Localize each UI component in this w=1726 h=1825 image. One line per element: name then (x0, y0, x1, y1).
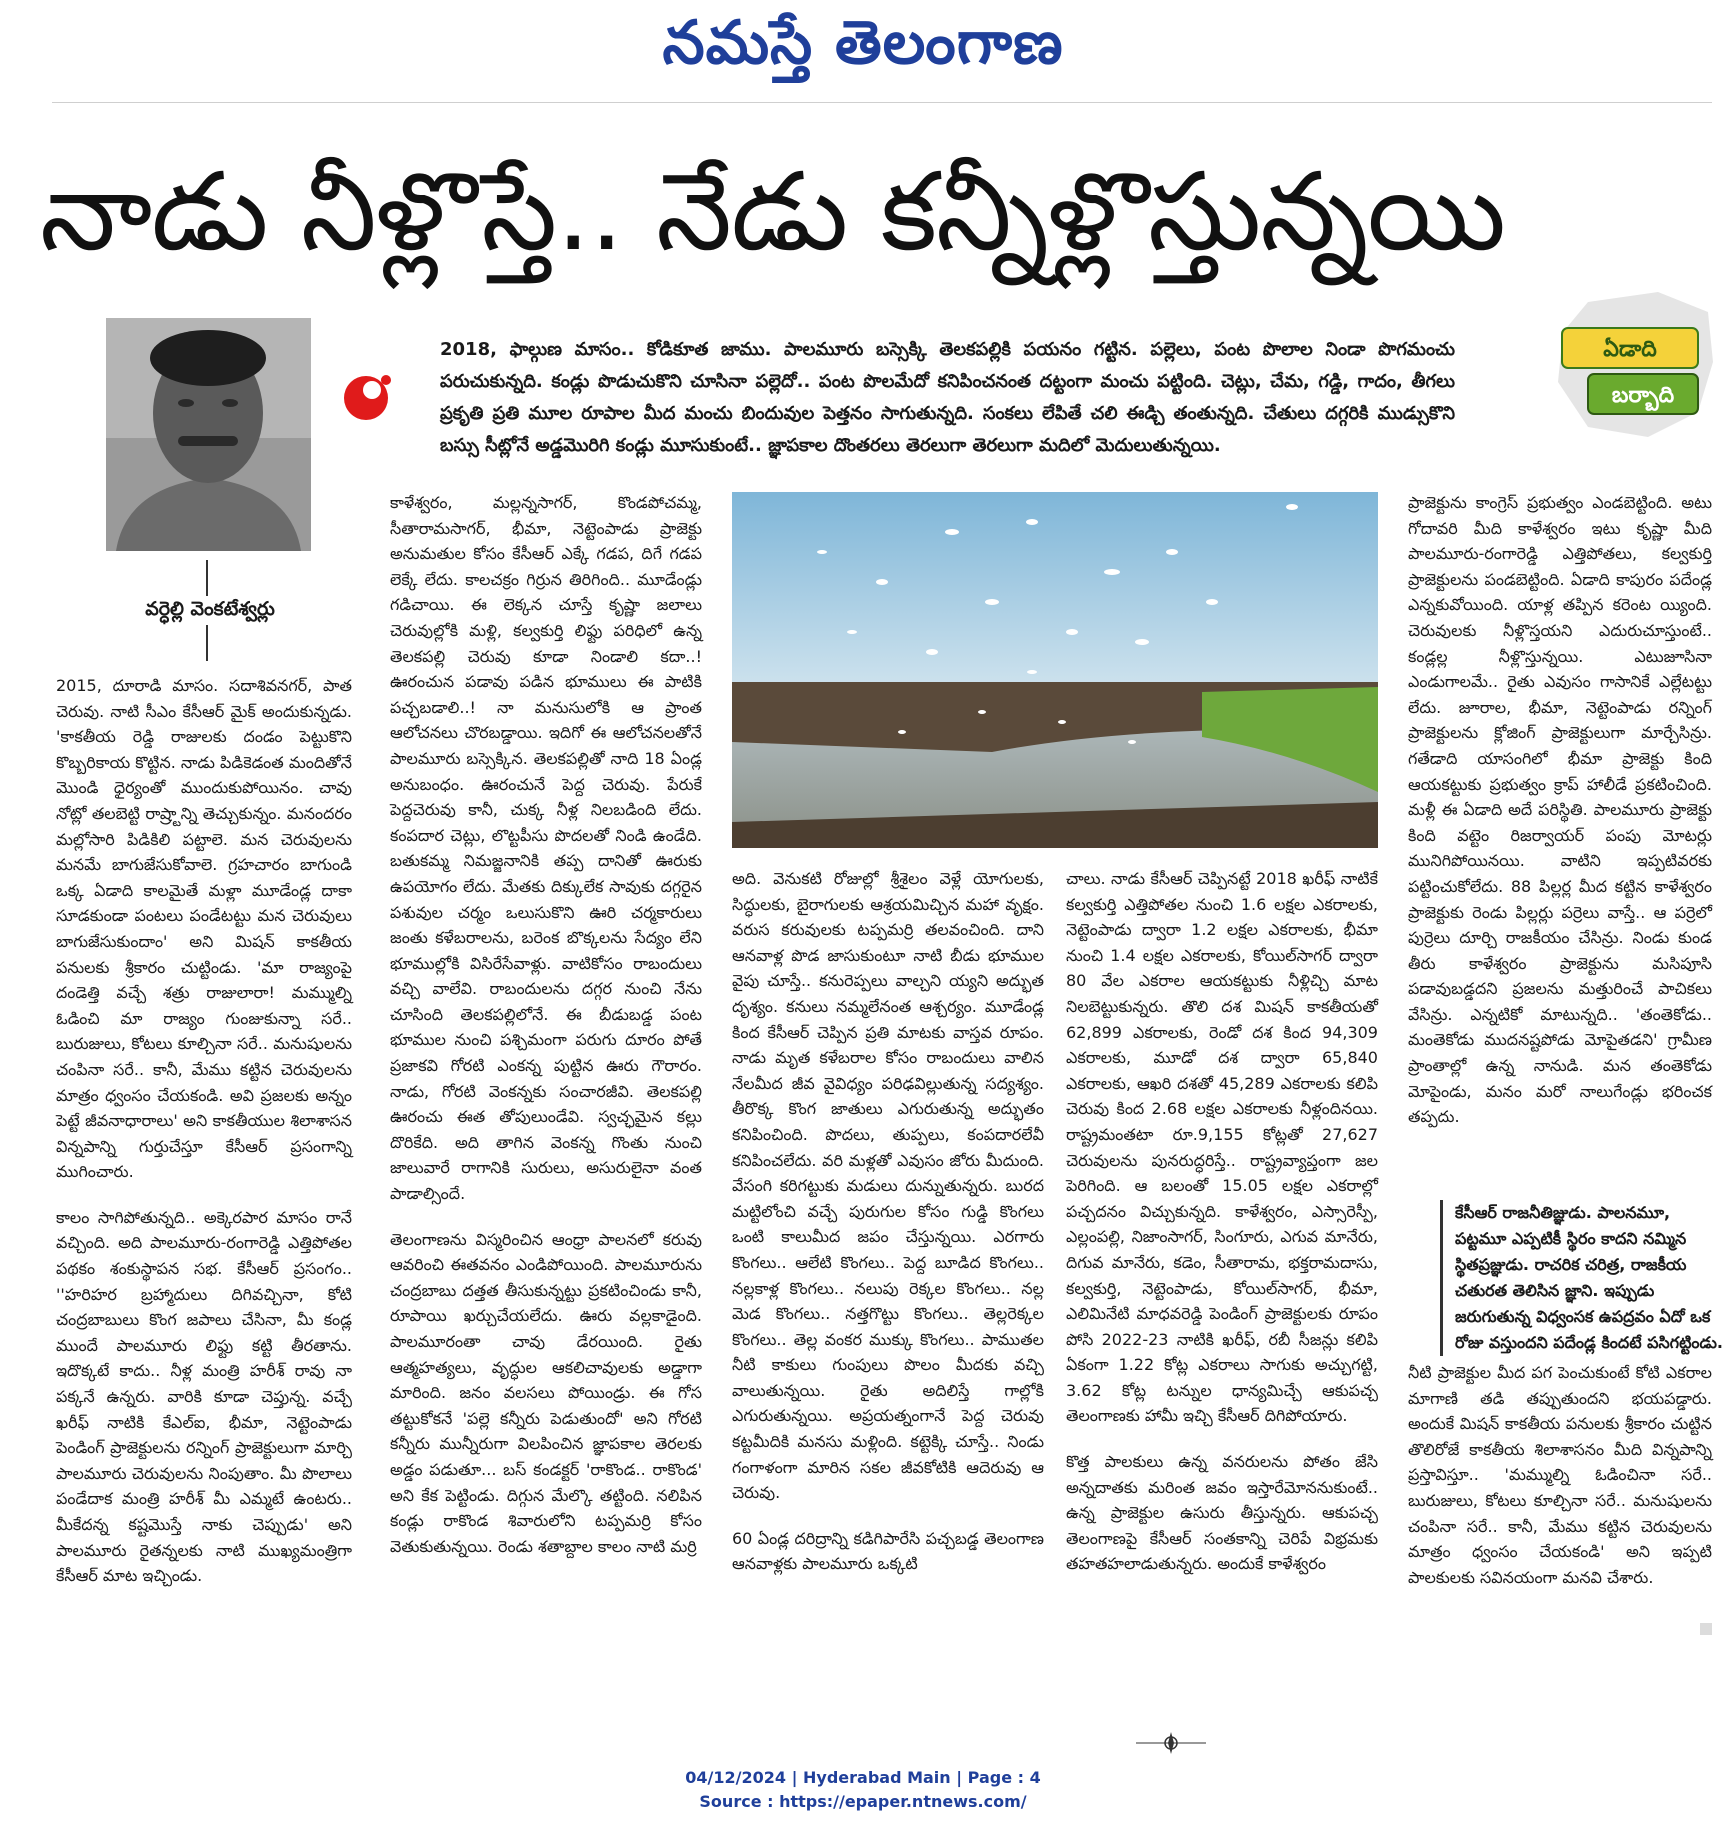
article-deck: 2018, ఫాల్గుణ మాసం.. కోడికూత జాము. పాలమూరు బస్సెక్కి తెలకపల్లికి పయనం గట్టిన. పల్లెలు, పంట పొలాల నిండా పొగమంచు పరుచుకున్నది. కండ్లు పొడుచుకొని చూసినా పల్లెదో.. పంట పొలమేదో కనిపించనంత దట్టంగా మంచు పట్టింది. చెట్లు, చేమ, గడ్డి, గాదం, తీగలు ప్రకృతి ప్రతి మూల రూపాల మీద మంచు బిందువుల పెత్తనం సాగుతున్నది. సంకలు లేపితే చలి ఈడ్చి తంతున్నది. చేతులు దగ్గరికి ముడ్సుకొని బస్సు సీట్లోనే అడ్డమొరిగి కండ్లు మూసుకుంటే.. జ్ఞాపకాల దొంతరలు తెరలుగా తెరలుగా మదిలో మెదులుతున్నయి. (440, 339, 1455, 456)
masthead-title: నమస్తే తెలంగాణ (662, 8, 1064, 78)
article-column-1 (56, 673, 352, 1609)
author-photo (106, 318, 311, 551)
paragraph: కాళేశ్వరం, మల్లన్నసాగర్, కొండపోచమ్మ, సీతారామసాగర్, భీమా, నెట్టెంపాడు ప్రాజెక్టు అనుమతుల కోసం కేసీఆర్ ఎక్కే గడప, దిగే గడప లెక్కే లేదు. కాలచక్రం గిర్రున తిరిగింది.. మూడేండ్లు గడిచాయి. ఈ లెక్కన చూస్తే కృష్ణా జలాలు చెరువుల్లోకి మళ్లి, కల్వకుర్తి లిఫ్టు పరిధిలో ఉన్న తెలకపల్లి చెరువు కూడా నిండాలి కదా..! ఊరంచున పడావు పడిన భూములు ఈ పాటికి పచ్చబడాలి..! నా మనుసులోకి ఆ ప్రాంత ఆలోచనలు చొరబడ్డాయి. ఇదిగో ఈ ఆలోచనలతోనే పాలమూరు బస్సెక్కిన. తెలకపల్లితో నాది 18 ఏండ్ల అనుబంధం. ఊరంచునే పెద్ద చెరువు. పేరుకే పెద్దచెరువు కానీ, చుక్క నీళ్ల నిలబడింది లేదు. కంపదార చెట్లు, లొట్టపీసు పొదలతో నిండి ఉండేది. బతుకమ్మ నిమజ్జనానికి తప్ప దానితో ఊరుకు ఉపయోగం లేదు. మేతకు దిక్కులేక సావుకు దగ్గరైన పశువుల చర్మం ఒలుసుకొని ఊరి చర్మకారులు జంతు కళేబరాలను, బరెంక బొక్కలను సేద్యం లేని భూముల్లోకి విసిరేసేవాళ్లు. వాటికోసం రాబందులు వచ్చి వాలేవి. రాబందులను దగ్గర నుంచి నేను చూసింది తెలకపల్లిలోనే. ఈ బీడుబడ్డ పంట భూముల నుంచి పశ్చిమంగా పరుగు దూరం పోతే ప్రజాకవి గోరటి ఎంకన్న పుట్టిన ఊరు గౌరారం. నాడు, గోరటి వెంకన్నకు సంచారజీవి. తెలకపల్లి ఊరంచు ఈత తోపులుండేవి. స్వచ్ఛమైన కల్లు దొరికేది. అది తాగిన వెంకన్న గొంతు నుంచి జాలువారే రాగానికి సురులు, అసురులైనా వంత పాడాల్సిందే. (390, 493, 702, 1204)
compass-rose-icon (1136, 1730, 1206, 1756)
paragraph: చాలు. నాడు కేసీఆర్ చెప్పినట్టే 2018 ఖరీఫ్ నాటికే కల్వకుర్తి ఎత్తిపోతల నుంచి 1.6 లక్షల ఎకరాలకు, నెట్టెంపాడు ద్వారా 1.2 లక్షల ఎకరాలకు, భీమా నుంచి 1.4 లక్షల ఎకరాలకు, కోయిల్‌సాగర్ ద్వారా 80 వేల ఎకరాల ఆయకట్టుకు నీళ్లిచ్చి మాట నిలబెట్టుకున్నరు. తొలి దశ మిషన్ కాకతీయతో 62,899 ఎకరాలకు, రెండో దశ కింద 94,309 ఎకరాలకు, మూడో దశ ద్వారా 65,840 ఎకరాలకు, ఆఖరి దశతో 45,289 ఎకరాలకు కలిపి చెరువు కింద 2.68 లక్షల ఎకరాలకు నీళ్లందినయి. రాష్ట్రమంతటా రూ.9,155 కోట్లతో 27,627 చెరువులను పునరుద్ధరిస్తే.. రాష్ట్రవ్యాప్తంగా జల పెరిగింది. ఆ బలంతో 15.05 లక్షల ఎకరాల్లో పచ్చదనం విచ్చుకున్నది. కాళేశ్వరం, ఎస్సారెస్పీ, ఎల్లంపల్లి, నిజాంసాగర్, సింగూరు, ఎగువ మానేరు, దిగువ మానేరు, కడెం, సీతారామ, భక్తరామదాసు, కల్వకుర్తి, నెట్టెంపాడు, కోయిల్‌సాగర్, భీమా, ఎలిమినేటి మాధవరెడ్డి పెండింగ్ ప్రాజెక్టులకు రూపం పోసి 2022-23 నాటికి ఖరీఫ్, రబీ సీజన్లు కలిపి ఏకంగా 1.22 కోట్ల ఎకరాలు సాగుకు అచ్చుగట్టి, 3.62 కోట్ల టన్నుల ధాన్యమిచ్చే ఆకుపచ్చ తెలంగాణకు హామీ ఇచ్చి కేసీఆర్ దిగిపోయారు. (1066, 869, 1378, 1426)
article-column-4 (1066, 866, 1378, 1597)
article-column-5-continued (1408, 1360, 1712, 1610)
footer-source-link[interactable]: Source : https://epaper.ntnews.com/ (699, 1792, 1027, 1811)
paragraph: అది. వెనుకటి రోజుల్లో శ్రీశైలం వెళ్లే యోగులకు, సిద్ధులకు, బైరాగులకు ఆశ్రయమిచ్చిన మహా వృక్షం. వరుస కరువులకు టప్పమర్రి తలవంచింది. దాని ఆనవాళ్ల పొడ జాసుకుంటూ నాటి బీడు భూముల వైపు చూస్తే.. కనురెప్పలు వాల్చని య్యని అద్భుత దృశ్యం. కనులు నమ్మలేనంత ఆశ్చర్యం. మూడేండ్ల కింద కేసీఆర్ చెప్పిన ప్రతి మాటకు వాస్తవ రూపం. నాడు మృత కళేబరాల కోసం రాబందులు వాలిన నేలమీద జీవ వైవిధ్యం పరిఢవిల్లుతున్న సద్యశ్యం. తీరొక్క కొంగ జాతులు ఎగురుతున్న అద్భుతం కనిపించింది. పొదలు, తుప్పలు, కంపదారలేవీ కనిపించలేదు. వరి మళ్లతో ఎవుసం జోరు మీదుంది. వేసంగి కరిగట్టుకు మడులు దున్నుతున్నరు. బురద మట్టిలోంచి వచ్చే పురుగుల కోసం గుడ్డి కొంగలు ఒంటి కాలుమీద జపం చేస్తున్నయి. ఎరగారు కొంగలు.. ఆలేటి కొంగలు.. పెద్ద బూడిద కొంగలు.. నల్లకాళ్ల కొంగలు.. నలుపు రెక్కల కొంగలు.. నల్ల మెడ కొంగలు.. నత్తగొట్టు కొంగలు.. తెల్లరెక్కల కొంగలు.. తెల్ల వంకర ముక్కు కొంగలు.. పాముతల నీటి కాకులు గుంపులు పొలం మీదకు వచ్చి వాలుతున్నయి. రైతు అదిలిస్తే గాల్లోకి ఎగురుతున్నయి. అప్రయత్నంగానే పెద్ద చెరువు కట్టమీదికి మనసు మళ్లింది. కట్టెక్కి చూస్తే.. నిండు గంగాళంగా మారిన సకల జీవకోటికి ఆదెరువు ఆ చెరువు. (732, 869, 1044, 1503)
paragraph: తెలంగాణను విస్మరించిన ఆంధ్రా పాలనలో కరువు ఆవరించి ఈతవనం ఎండిపోయింది. పాలమూరును చంద్రబాబు దత్తత తీసుకున్నట్టు ప్రకటించిండు కానీ, రూపాయి ఖర్చుచేయలేదు. ఊరు వల్లకాడైంది. పాలమూరంతా చావు డేరయింది. రైతు ఆత్మహత్యలు, వృద్ధుల ఆకలిచావులకు అడ్డాగా మారింది. జనం వలసలు పోయిండ్రు. ఈ గోస తట్టుకోకనే 'పల్లె కన్నీరు పెడుతుందో' అని గోరటి కన్నీరు మున్నీరుగా విలపించిన జ్ఞాపకాల తెరలకు అడ్డం పడుతూ... బస్ కండక్టర్ 'రాకొండ.. రాకొండ' అని కేక పెట్టిండు. దిగ్గున మేల్కొ తట్టింది. నలిపిన కండ్లు రాకొండ శివారులోని టప్పమర్రి కోసం వెతుకుతున్నయి. రెండు శతాబ్దాల కాలం నాటి మర్రి (390, 1229, 702, 1556)
end-mark (1700, 1623, 1712, 1635)
author-name: వర్ధెల్లి వెంకటేశ్వర్లు (145, 598, 275, 620)
badge-line2: బర్బాది (1611, 383, 1675, 408)
badge-line1: ఏడాది (1603, 337, 1657, 362)
author-portrait-image (106, 318, 311, 551)
paragraph: కొత్త పాలకులు ఉన్న వనరులను పోతం జేసి అన్నదాతకు మరింత జవం ఇస్తారేమోననుకుంటే.. ఉన్న ప్రాజెక్టుల ఉసురు తీస్తున్నరు. ఆకుపచ్చ తెలంగాణపై కేసీఆర్ సంతకాన్ని చెరిపే విభ్రమకు తహతహలాడుతున్నరు. అందుకే కాళేశ్వరం (1066, 1452, 1378, 1574)
series-badge (1548, 292, 1718, 442)
paragraph: నీటి ప్రాజెక్టుల మీద పగ పెంచుకుంటే కోటి ఎకరాల మాగాణి తడి తప్పుతుందని భయపడ్డారు. అందుకే మిషన్ కాకతీయ పనులకు శ్రీకారం చుట్టిన తొలిరోజే కాకతీయ శిలాశాసనం మీది విన్నపాన్ని ప్రస్తావిస్తూ.. 'మమ్ముల్ని ఓడించినా సరే.. బురుజులు, కోటలు కూల్చినా సరే.. మనుషులను చంపినా సరే.. కానీ, మేము కట్టిన చెరువులను మాత్రం ధ్వంసం చేయకండి' అని ఇప్పటి పాలకులకు సవినయంగా మనవి చేశారు. (1408, 1363, 1712, 1587)
article-column-5 (1408, 490, 1712, 1150)
telangana-map-icon (1548, 292, 1718, 442)
paragraph: ప్రాజెక్టును కాంగ్రెస్ ప్రభుత్వం ఎండబెట్టింది. అటు గోదావరి మీది కాళేశ్వరం ఇటు కృష్ణా మీది పాలమూరు-రంగారెడ్డి ఎత్తిపోతలు, కల్వకుర్తి ప్రాజెక్టులను పండబెట్టింది. ఏడాది కాపురం పదేండ్ల ఎన్నకువోయింది. యాళ్ల తప్పిన కరెంట య్యింది. చెరువులకు నీళ్లొస్తయని ఎదురుచూస్తుంటే.. కండ్లల్ల నీళ్లొస్తున్నయి. ఎటుజూసినా ఎండుగాలమే.. రైతు ఎవుసం గాసానికే ఎల్లేటట్టు లేదు. జూరాల, భీమా, నెట్టెంపాడు రన్నింగ్ ప్రాజెక్టులను క్లోజింగ్ ప్రాజెక్టులుగా మార్చేసిన్రు. గతేడాది యాసంగిలో భీమా ప్రాజెక్టు కింది ఆయకట్టుకు ప్రభుత్వం క్రాప్ హాలీడే ప్రకటించింది. మళ్లీ ఈ ఏడాది అదే పరిస్థితి. పాలమూరు ప్రాజెక్టు కింది వట్టెం రిజర్వాయర్ పంపు మోటర్లు మునిగిపోయినయి. వాటిని ఇప్పటివరకు పట్టించుకోలేదు. 88 పిల్లర్ల మీద కట్టిన కాళేశ్వరం ప్రాజెక్టుకు రెండు పిల్లర్లు పర్రెలు వాస్తే.. ఆ పర్రెలో పుర్రెలు దూర్చి రాజకీయం చేసిన్రు. నిండు కుండ తీరు కాళేశ్వరం ప్రాజెక్టును మసిపూసి పడావుబడ్డదని ప్రజలను మత్తురించే పాచికలు వేసిన్రు. ఎన్నటికో మాటున్నది.. 'తంతెకోడు.. మంతెకోడు ముదనష్టపోడు మోపైతడని' గ్రామీణ ప్రాంతాల్లో ఉన్న నానుడి. మన తంతెకోడు మోపైండు, మనం మరో నాలుగేండ్లు భరించక తప్పదు. (1408, 493, 1712, 1127)
footer-edition-line: 04/12/2024 | Hyderabad Main | Page : 4 (685, 1768, 1041, 1787)
top-divider (52, 102, 1712, 103)
article-column-2 (390, 490, 702, 1579)
paragraph: 2015, దూరాడి మాసం. సదాశివనగర్, పాత చెరువు. నాటి సీఎం కేసీఆర్ మైక్ అందుకున్నడు. 'కాకతీయ రెడ్డి రాజులకు దండం పెట్టుకొని కొబ్బరికాయ కొట్టిన. నాడు పిడికెడంత మందితోనే మొండి ధైర్యంతో ముందుకుపోయినం. చావు నోట్లో తలబెట్టి రాష్ర్టాన్ని తెచ్చుకున్నం. మనందరం మల్లోసారి పిడికిలి పట్టాలె. మన చెరువులను మనమే బాగుజేసుకోవాలె. గ్రహచారం బాగుండి ఒక్క ఏడాది కాలమైతే మళ్లా మూడేండ్ల దాకా సూడకుండా పంటలు పండేటట్టు మన చెరువులు బాగుజేసుకుందాం' అని మిషన్ కాకతీయ పనులకు శ్రీకారం చుట్టిండు. 'మా రాజ్యంపై దండెత్తి వచ్చే శత్రు రాజులారా! మమ్ముల్ని ఓడించి మా రాజ్యం గుంజుకున్నా సరే.. బురుజులు, కోటలు కూల్చినా సరే.. మనుషులను చంపినా సరే.. కానీ, మేము కట్టిన చెరువులను మాత్రం ధ్వంసం చేయకండి. అవి ప్రజలకు అన్నం పెట్టే జీవనాధారాలు' అని కాకతీయుల శిలాశాసన విన్నపాన్ని గుర్తుచేస్తూ కేసీఆర్ ప్రసంగాన్ని ముగించారు. (56, 676, 353, 1182)
paragraph: 60 ఏండ్ల దరిద్రాన్ని కడిగిపారేసి పచ్చబడ్డ తెలంగాణ ఆనవాళ్లకు పాలమూరు ఒక్కటి (732, 1528, 1044, 1574)
masthead (0, 8, 1726, 92)
paragraph: కాలం సాగిపోతున్నది.. అక్కెరపార మాసం రానే వచ్చింది. అది పాలమూరు-రంగారెడ్డి ఎత్తిపోతల పథకం శంకుస్థాపన సభ. కేసీఆర్ ప్రసంగం.. ''హరిహర బ్రహ్మాదులు దిగివచ్చినా, కోటి చంద్రబాబులు కొంగ జపాలు చేసినా, మీ కండ్ల ముందే పాలమూరు లిఫ్టు కట్టి తీరతాను. ఇదొక్కటే కాదు.. నీళ్ల మంత్రి హరీశ్ రావు నా పక్కనే ఉన్నరు. వారికి కూడా చెప్తున్న. వచ్చే ఖరీఫ్ నాటికి కేఎల్ఐ, భీమా, నెట్టెంపాడు పెండింగ్ ప్రాజెక్టులను రన్నింగ్ ప్రాజెక్టులుగా మార్చి పాలమూరు చెరువులను నింపుతాం. మీ పొలాలు పండేదాక మంత్రి హరీశ్ మీ ఎమ్మటే ఉంటరు.. మీకేదన్న కష్టమొస్తే నాకు చెప్పుడు' అని పాలమూరు రైతన్నలకు నాటి ముఖ్యమంత్రిగా కేసీఆర్ మాట ఇచ్చిండు. (56, 1207, 352, 1586)
author-divider-bottom (206, 625, 208, 661)
page-headline: నాడు నీళ్లొస్తే.. నేడు కన్నీళ్లొస్తున్నయి (40, 150, 1505, 275)
pull-quote: కేసీఆర్ రాజనీతిజ్ఞుడు. పాలనమూ, పట్టమూ ఎప్పటికీ స్థిరం కాదని నమ్మిన స్థితప్రజ్ఞుడు. రాచరిక చరిత్ర, రాజకీయ చతురత తెలిసిన జ్ఞాని. ఇప్పుడు జరుగుతున్న విధ్వంసక ఉపద్రవం ఏదో ఒక రోజు వస్తుందని పదేండ్ల కిందటే పసిగట్టిండు. (1440, 1200, 1723, 1356)
red-circle-bullet-icon (340, 368, 396, 424)
author-divider-top (206, 560, 208, 596)
article-column-3 (732, 866, 1044, 1597)
main-photo-egrets-in-fields (732, 492, 1378, 848)
